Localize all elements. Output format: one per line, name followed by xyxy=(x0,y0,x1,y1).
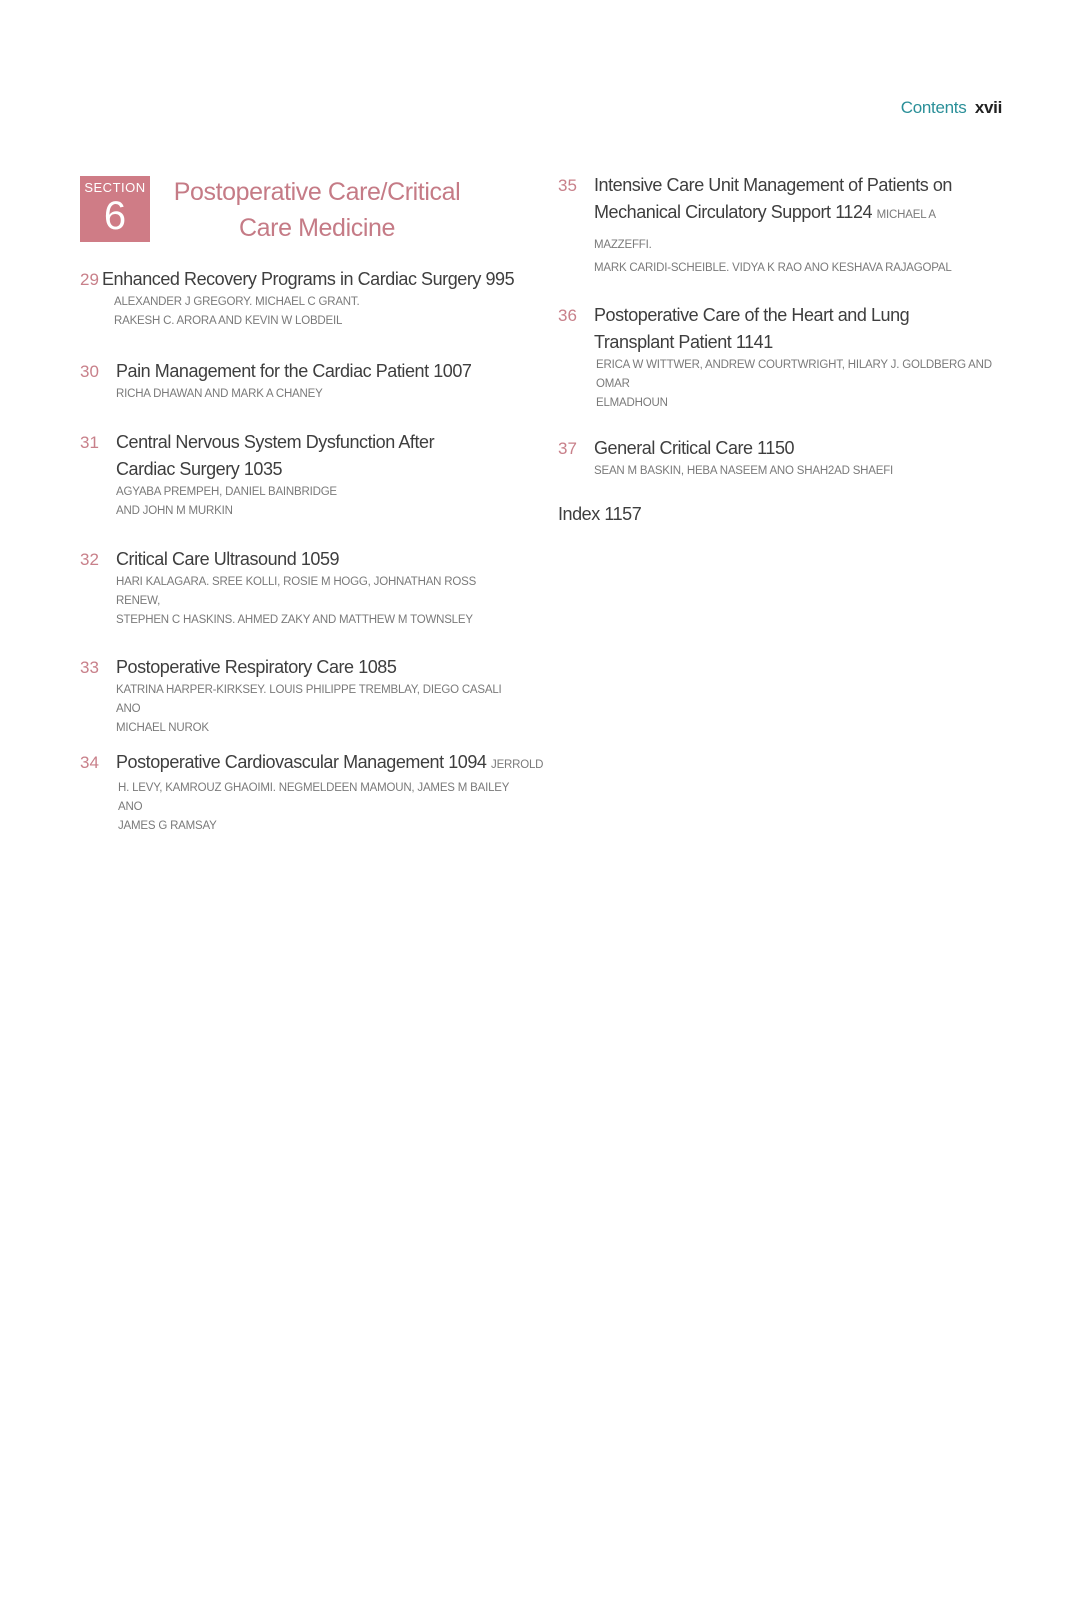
author-line: RAKESH C. ARORA AND KEVIN W LOBDEIL xyxy=(114,315,343,327)
contents-column-right xyxy=(558,172,998,528)
chapter-number: 32 xyxy=(80,550,99,569)
toc-entry-35[interactable] xyxy=(558,172,998,278)
chapter-authors xyxy=(594,356,998,413)
author-line: SEAN M BASKIN, HEBA NASEEM ANO SHAH2AD SHAEFI xyxy=(594,465,894,477)
chapter-title: Postoperative Cardiovascular Management xyxy=(116,752,444,772)
chapter-title-line xyxy=(116,749,544,779)
author-line: ALEXANDER J GREGORY. MICHAEL C GRANT. xyxy=(114,296,360,308)
author-line: MARK CARIDI-SCHEIBLE. VIDYA K RAO ANO KESHAVA RAJAGOPAL xyxy=(594,262,952,274)
author-line: ELMADHOUN xyxy=(596,397,668,409)
chapter-page: 1150 xyxy=(757,438,795,458)
chapter-page: 1035 xyxy=(243,459,283,479)
chapter-number: 37 xyxy=(558,439,577,458)
toc-entry-33[interactable] xyxy=(80,654,520,738)
author-line: ERICA W WITTWER, ANDREW COURTWRIGHT, HILARY J. GOLDBERG AND OMAR xyxy=(596,359,992,390)
author-line: MICHAEL NUROK xyxy=(116,722,209,734)
chapter-number: 35 xyxy=(558,176,577,195)
chapter-title: Postoperative Respiratory Care xyxy=(116,657,354,677)
chapter-authors-inline: JERROLD xyxy=(491,759,544,771)
chapter-authors xyxy=(116,681,520,738)
author-line: STEPHEN C HASKINS. AHMED ZAKY AND MATTHEW M TOWNSLEY xyxy=(116,614,473,626)
chapter-authors xyxy=(594,259,998,278)
chapter-number: 33 xyxy=(80,658,99,677)
author-line: KATRINA HARPER-KIRKSEY. LOUIS PHILIPPE TREMBLAY, DIEGO CASALI ANO xyxy=(116,684,502,715)
running-head-label: Contents xyxy=(900,98,967,117)
chapter-page: 1085 xyxy=(358,657,397,677)
chapter-title-line xyxy=(594,435,998,462)
toc-entry-37[interactable] xyxy=(558,435,998,481)
author-line: H. LEVY, KAMROUZ GHAOIMI. NEGMELDEEN MAMOUN, JAMES M BAILEY ANO xyxy=(118,782,509,813)
chapter-title-line xyxy=(116,358,520,385)
toc-entry-36[interactable] xyxy=(558,302,998,413)
chapter-number: 36 xyxy=(558,306,577,325)
chapter-title-line xyxy=(102,266,520,293)
chapter-title: Intensive Care Unit Management of Patients on Mechanical Circulatory Support xyxy=(594,175,952,222)
toc-entry-34[interactable] xyxy=(80,749,544,836)
chapter-title-line xyxy=(594,172,984,259)
chapter-authors xyxy=(116,483,520,521)
chapter-page: 1094 xyxy=(448,752,487,772)
chapter-page: 995 xyxy=(485,269,515,289)
toc-entry-31[interactable] xyxy=(80,429,520,521)
author-line: AND JOHN M MURKIN xyxy=(116,505,233,517)
chapter-authors xyxy=(102,293,520,331)
chapter-number: 30 xyxy=(80,362,99,381)
chapter-title: Enhanced Recovery Programs in Cardiac Surgery xyxy=(102,269,481,289)
running-head xyxy=(901,98,1002,118)
chapter-title-line xyxy=(116,546,520,573)
chapter-number: 29 xyxy=(80,270,99,289)
chapter-page: 1124 xyxy=(835,202,873,222)
chapter-page: 1059 xyxy=(300,549,340,569)
toc-entry-29[interactable] xyxy=(80,266,520,331)
section-label: SECTION xyxy=(84,180,146,195)
chapter-title: General Critical Care xyxy=(594,438,753,458)
chapter-title: Postoperative Care of the Heart and Lung Transplant Patient xyxy=(594,305,910,352)
chapter-page: 1007 xyxy=(433,361,472,381)
chapter-authors-inline: MICHAEL A MAZZEFFI. xyxy=(594,209,936,251)
chapter-title-line xyxy=(594,302,974,356)
section-title: Postoperative Care/Critical Care Medicine xyxy=(173,178,461,242)
toc-entry-32[interactable] xyxy=(80,546,520,630)
author-line: RICHA DHAWAN AND MARK A CHANEY xyxy=(116,388,323,400)
chapter-authors xyxy=(594,462,998,481)
chapter-number: 31 xyxy=(80,433,99,452)
chapter-authors xyxy=(116,573,520,630)
chapter-title: Pain Management for the Cardiac Patient xyxy=(116,361,429,381)
chapter-authors xyxy=(116,779,520,836)
chapter-number: 34 xyxy=(80,753,99,772)
index-label: Index xyxy=(558,504,600,524)
author-line: AGYABA PREMPEH, DANIEL BAINBRIDGE xyxy=(116,486,337,498)
section-badge xyxy=(80,176,150,242)
index-page: 1157 xyxy=(604,504,642,524)
toc-entry-index[interactable] xyxy=(558,501,998,528)
contents-column-left xyxy=(80,172,544,836)
running-head-page-number: xvii xyxy=(974,98,1002,117)
chapter-title: Critical Care Ultrasound xyxy=(116,549,297,569)
chapter-page: 1141 xyxy=(735,332,773,352)
section-heading xyxy=(80,172,520,244)
section-number: 6 xyxy=(103,194,127,238)
chapter-title-line xyxy=(116,429,486,483)
author-line: JAMES G RAMSAY xyxy=(118,820,217,832)
author-line: HARI KALAGARA. SREE KOLLI, ROSIE M HOGG, JOHNATHAN ROSS RENEW, xyxy=(116,576,477,607)
chapter-title-line xyxy=(116,654,520,681)
chapter-title: Central Nervous System Dysfunction After Cardiac Surgery xyxy=(116,432,435,479)
toc-entry-30[interactable] xyxy=(80,358,520,404)
chapter-authors xyxy=(116,385,520,404)
